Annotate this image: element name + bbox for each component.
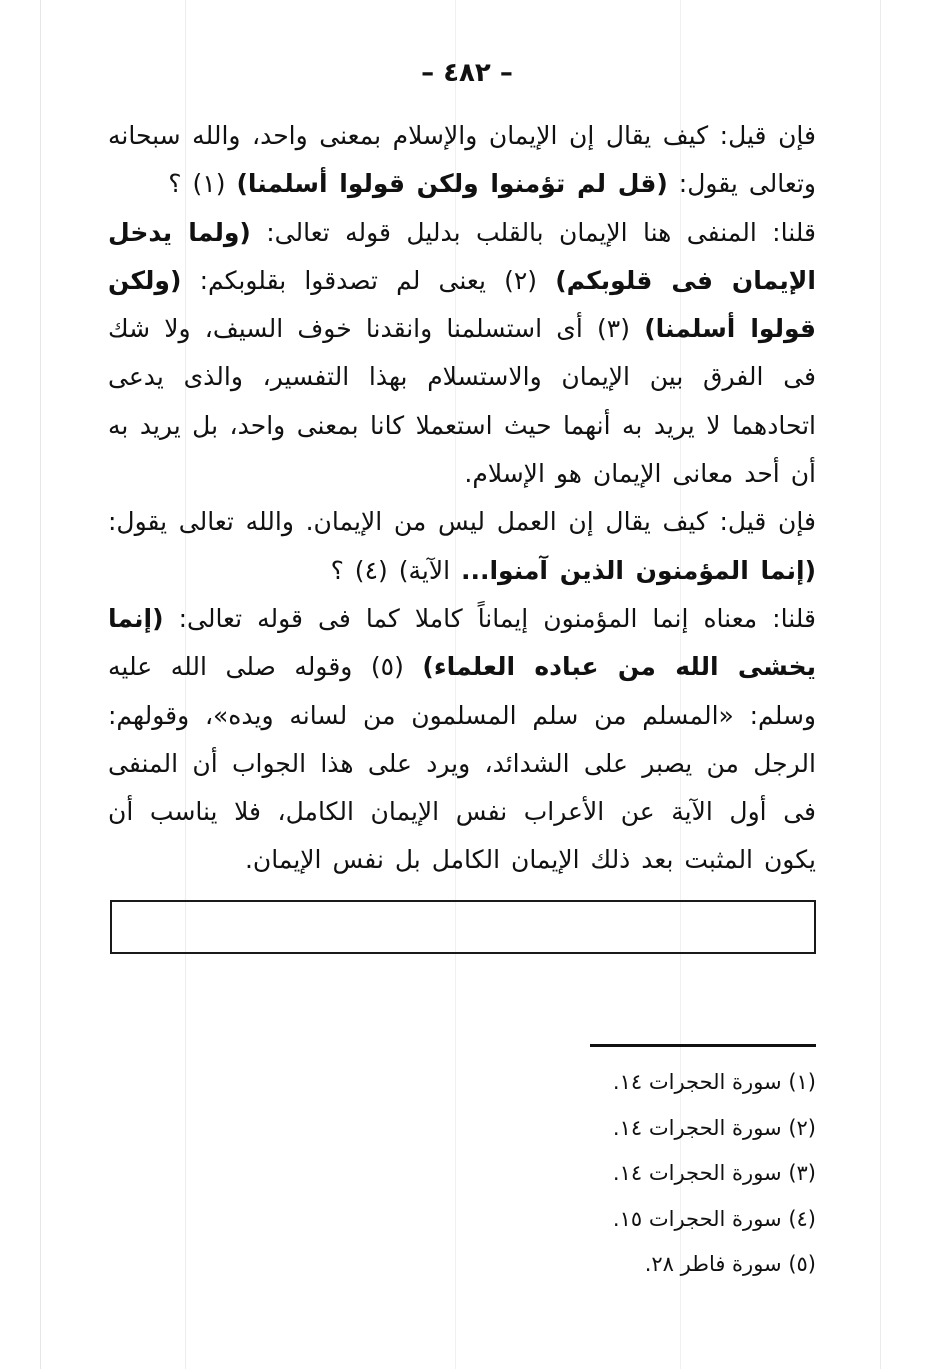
footnotes xyxy=(420,1060,816,1288)
paragraph-text: (٣) أى استسلمنا وانقدنا خوف السيف، ولا شك فى الفرق بين الإيمان والاستسلام بهذا التفسير، والذى يدعى اتحادهما لا يريد به أنهما حيث استعملا كانا بمعنى واحد، بل يريد به أن أحد معانى الإيمان هو الإسلام. xyxy=(108,314,816,489)
footnote: (٢) سورة الحجرات ١٤. xyxy=(612,1115,816,1140)
empty-box xyxy=(110,900,816,954)
scan-artifact xyxy=(880,0,881,1369)
quran-quote: (ولما يدخل الإيمان فى قلوبكم) xyxy=(108,217,816,295)
scan-artifact xyxy=(40,0,41,1369)
footnote: (٣) سورة الحجرات ١٤. xyxy=(612,1161,816,1185)
paragraph-text: (٥) وقوله صلى الله عليه وسلم: «المسلم من سلم المسلمون من لسانه ويده»، وقولهم: الرجل من يصبر على الشدائد، ويرد على هذا الجواب أن المنفى فى أول الآية عن الأعراب نفس الإيمان الكامل، فلا يناسب أن يكون المثبت بعد ذلك الإيمان الكامل بل نفس الإيمان. xyxy=(108,652,816,875)
paragraph-3 xyxy=(108,498,816,595)
paragraph-4 xyxy=(108,595,816,885)
quran-quote: (إنما يخشى الله من عباده العلماء) xyxy=(108,603,816,682)
paragraph-2 xyxy=(108,209,816,499)
paragraph-1 xyxy=(108,112,816,209)
paragraph-text: (٢) يعنى لم تصدقوا بقلوبكم: xyxy=(199,265,538,295)
paragraph-text: الآية) (٤) ؟ xyxy=(330,555,451,585)
footnote: (١) سورة الحجرات ١٤. xyxy=(612,1070,816,1094)
quran-quote: (إنما المؤمنون الذين آمنوا... xyxy=(461,555,816,585)
quran-quote: (ولكن قولوا أسلمنا) xyxy=(108,265,817,344)
footnote: (٤) سورة الحجرات ١٥. xyxy=(612,1206,816,1231)
paragraph-text: قلنا: المنفى هنا الإيمان بالقلب بدليل قوله تعالى: xyxy=(266,217,816,247)
footnote: (٥) سورة فاطر ٢٨. xyxy=(644,1252,816,1276)
quran-quote: (قل لم تؤمنوا ولكن قولوا أسلمنا) xyxy=(236,169,668,199)
body-text xyxy=(108,112,816,885)
paragraph-text: قلنا: معناه إنما المؤمنون إيماناً كاملا كما فى قوله تعالى: xyxy=(178,603,816,633)
footnote-divider xyxy=(590,1044,816,1047)
paragraph-text: (١) ؟ xyxy=(168,169,226,199)
paragraph-text: فإن قيل: كيف يقال إن العمل ليس من الإيمان. والله تعالى يقول: xyxy=(108,507,816,537)
page-number: – ٤٨٢ – xyxy=(421,58,513,88)
paragraph-text: فإن قيل: كيف يقال إن الإيمان والإسلام بمعنى واحد، والله سبحانه وتعالى يقول: xyxy=(108,121,816,199)
